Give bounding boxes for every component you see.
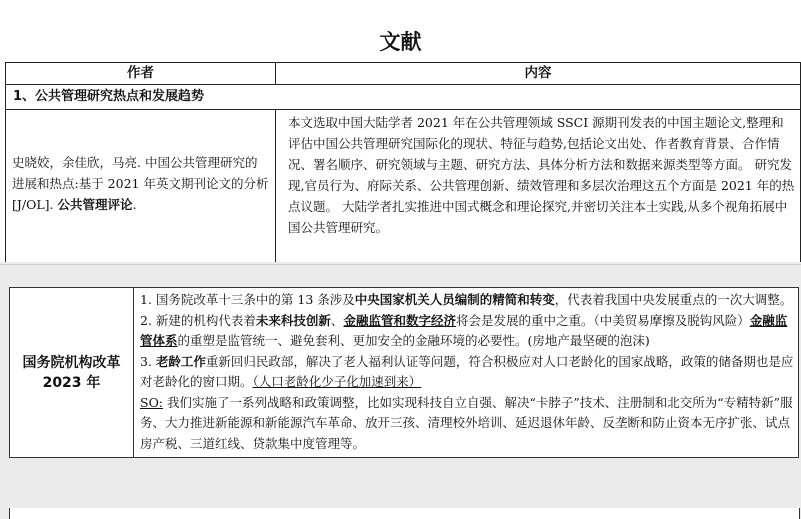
section-label: 1、公共管理研究热点和发展趋势 (6, 85, 801, 110)
text-span: ，代表着我国中央发展重点的一次大调整。 (554, 292, 793, 307)
reform-title-line1: 国务院机构改革 (22, 354, 121, 371)
bold-underline-span: 金融监管体系 (140, 312, 788, 348)
text-span: 1. 国务院改革十三条中的第 13 条涉及 (140, 292, 355, 307)
table-row (10, 288, 799, 458)
reform-title-line2: 2023 年 (42, 374, 101, 391)
author-tail: . (132, 197, 137, 212)
header-author: 作者 (6, 63, 276, 85)
page-title: 文献 (379, 30, 422, 54)
text-span: 将会是发展的重中之重。（中美贸易摩擦及脱钩风险） (455, 312, 750, 328)
reform-point-1 (140, 290, 794, 311)
divider (0, 264, 801, 265)
so-paragraph (140, 393, 794, 455)
author-citation: 史晓姣，余佳欣，马亮. 中国公共管理研究的进展和热点:基于 2021 年英文期刊论文的分析[J/OL]. (12, 155, 269, 212)
reform-content-cell (134, 288, 799, 458)
reform-title-cell (10, 288, 134, 458)
text-span: 、 (330, 312, 344, 328)
reform-point-2 (140, 311, 794, 352)
table-continuation (9, 508, 800, 519)
journal-name: 公共管理评论 (57, 197, 133, 212)
reform-point-3 (140, 352, 794, 393)
text-span: 重新回归民政部，解决了老人福利认证等问题，符合积极应对人口老龄化的国家战略，政策的储备期也是应对老龄化的窗口期。 (140, 353, 794, 389)
bold-span: 老龄工作 (155, 353, 206, 369)
text-span: 3. (140, 353, 156, 369)
underline-span: （人口老龄化少子化加速到来） (252, 374, 422, 389)
bold-underline-span: 金融监管和数字经济 (343, 312, 456, 328)
section-row (6, 85, 801, 110)
bold-span: 中央国家机关人员编制的精简和转变 (354, 292, 555, 307)
bold-span: 未来科技创新 (255, 312, 331, 328)
content-cell: 本文选取中国大陆学者 2021 年在公共管理领域 SSCI 源期刊发表的中国主题论文,整理和评估中国公共管理研究国际化的现状、特征与趋势,包括论文出处、作者教育背景、合作情况、署名顺序、研究领域与主题、研究方法、具体分析方法和数据来源类型等方面。 研究发现,官员行为、府际关系、公共管理创新、绩效管理和多层次治理这五个方面是 2021 年的热点议题。 大陆学者扎实推进中国式概念和理论探究,并密切关注本土实践,从多个视角拓展中国公共管理研究。 (276, 110, 801, 305)
so-text: 我们实施了一系列战略和政策调整，比如实现科技自立自强、解决“卡脖子”技术、注册制和北交所为“专精特新”服务、大力推进新能源和新能源汽车革命、放开三孩、清理校外培训、延迟退休年龄、反垄断和防止资本无序扩张、试点房产税、三道红线、贷款集中度管理等。 (140, 394, 793, 451)
table-header-row (6, 63, 801, 85)
so-label: SO: (140, 394, 164, 410)
header-content: 内容 (276, 63, 801, 85)
text-span: 的重塑是监管统一、避免套利、更加安全的金融环境的必要性。(房地产最坚硬的泡沫) (177, 333, 650, 348)
reform-table (9, 287, 799, 458)
text-span: 2. 新建的机构代表着 (140, 312, 256, 328)
